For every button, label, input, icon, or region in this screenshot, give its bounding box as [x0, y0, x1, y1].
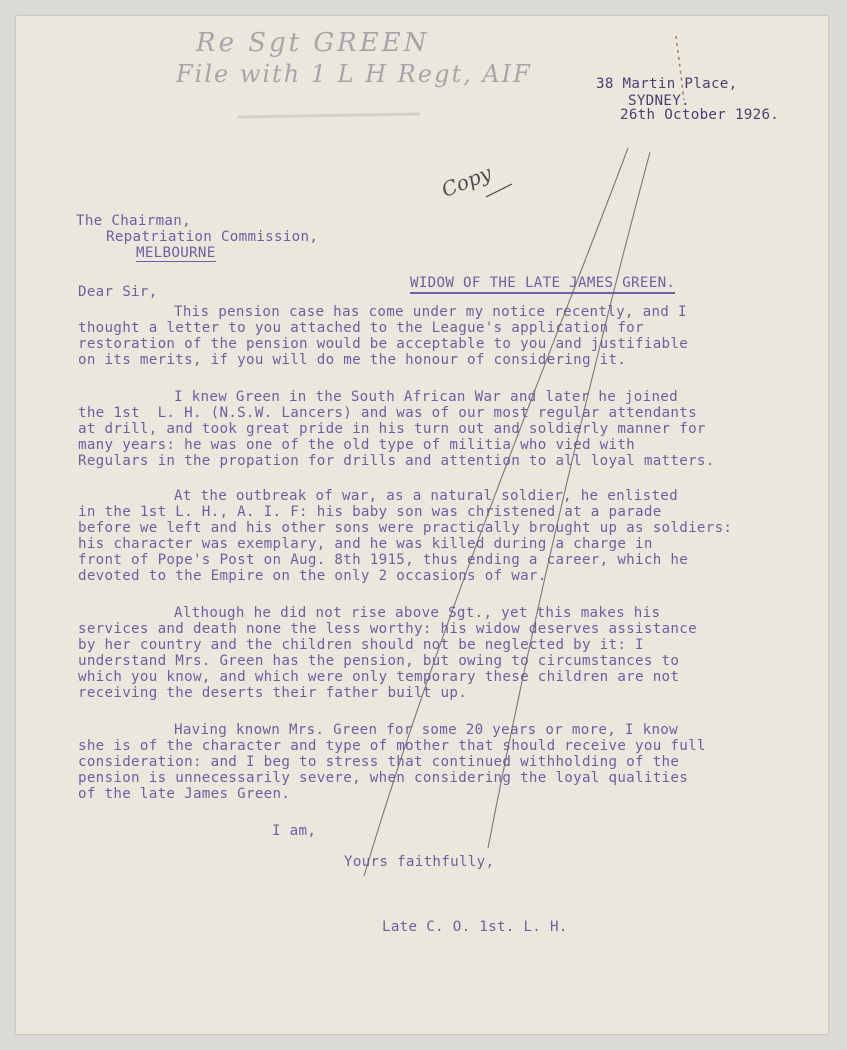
para4-line5: which you know, and which were only temporary these children are not — [78, 669, 680, 685]
handwritten-note-re: Re Sgt GREEN — [196, 28, 430, 58]
para3-line4: his character was exemplary, and he was killed during a charge in — [78, 536, 653, 552]
para4-line2: services and death none the less worthy: his widow deserves assistance — [78, 621, 697, 637]
para1-line4: on its merits, if you will do me the honour of considering it. — [78, 352, 627, 368]
para3-line1: At the outbreak of war, as a natural soldier, he enlisted — [174, 488, 678, 504]
para1-line3: restoration of the pension would be acceptable to you and justifiable — [78, 336, 689, 352]
para5-line4: pension is unnecessarily severe, when considering the loyal qualities — [78, 770, 689, 786]
para5-line3: consideration: and I beg to stress that continued withholding of the — [78, 754, 680, 770]
address-street: 38 Martin Place, — [596, 76, 738, 92]
para3-line6: devoted to the Empire on the only 2 occasions of war. — [78, 568, 547, 584]
para5-line1: Having known Mrs. Green for some 20 years or more, I know — [174, 722, 678, 738]
para3-line3: before we left and his other sons were practically brought up as soldiers: — [78, 520, 733, 536]
closing-i-am: I am, — [272, 823, 317, 839]
recipient-title: The Chairman, — [76, 213, 191, 229]
para5-line2: she is of the character and type of mother that should receive you full — [78, 738, 706, 754]
signature-line: Late C. O. 1st. L. H. — [382, 919, 568, 935]
para4-line4: understand Mrs. Green has the pension, but owing to circumstances to — [78, 653, 680, 669]
para2-line1: I knew Green in the South African War and later he joined — [174, 389, 678, 405]
handwritten-copy-mark: Copy — [438, 160, 495, 202]
recipient-city-text: MELBOURNE — [136, 245, 216, 261]
para5-line5: of the late James Green. — [78, 786, 291, 802]
para2-line2: the 1st L. H. (N.S.W. Lancers) and was of our most regular attendants — [78, 405, 697, 421]
para4-line1: Although he did not rise above Sgt., yet this makes his — [174, 605, 661, 621]
para3-line5: front of Pope's Post on Aug. 8th 1915, thus ending a career, which he — [78, 552, 689, 568]
para2-line3: at drill, and took great pride in his turn out and soldierly manner for — [78, 421, 706, 437]
para3-line2: in the 1st L. H., A. I. F: his baby son was christened at a parade — [78, 504, 662, 520]
para4-line6: receiving the deserts their father built up. — [78, 685, 468, 701]
recipient-organisation: Repatriation Commission, — [106, 229, 319, 245]
address-city: SYDNEY. — [628, 93, 690, 109]
letter-date: 26th October 1926. — [620, 107, 780, 123]
letter-subject-text: WIDOW OF THE LATE JAMES GREEN. — [410, 275, 675, 294]
para2-line4: many years: he was one of the old type of militia who vied with — [78, 437, 636, 453]
para4-line3: by her country and the children should not be neglected by it: I — [78, 637, 644, 653]
salutation: Dear Sir, — [78, 284, 158, 300]
para1-line1: This pension case has come under my notice recently, and I — [174, 304, 687, 320]
para1-line2: thought a letter to you attached to the League's application for — [78, 320, 644, 336]
closing-yours-faithfully: Yours faithfully, — [344, 854, 495, 870]
handwritten-note-file: File with 1 L H Regt, AIF — [176, 60, 532, 88]
para2-line5: Regulars in the propation for drills and attention to all loyal matters. — [78, 453, 715, 469]
